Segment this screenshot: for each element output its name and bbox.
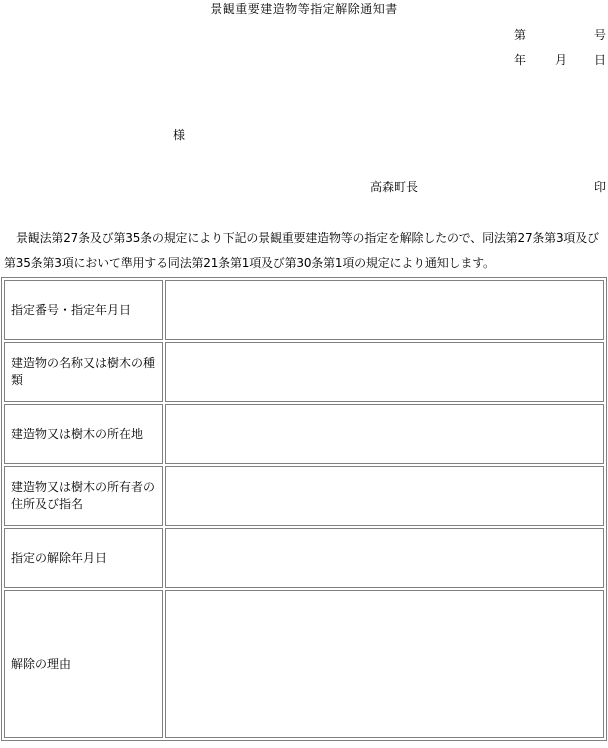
row-label-release-reason: 解除の理由 (4, 590, 163, 738)
date-year-label: 年 (514, 53, 527, 67)
row-value-designation-number[interactable] (165, 280, 604, 340)
issuer-name: 高森町長 (370, 180, 419, 194)
row-value-release-date[interactable] (165, 528, 604, 588)
row-value-release-reason[interactable] (165, 590, 604, 738)
row-label-release-date: 指定の解除年月日 (4, 528, 163, 588)
details-table (1, 277, 607, 741)
table-row (4, 590, 604, 738)
number-prefix: 第 (514, 28, 527, 42)
row-value-location[interactable] (165, 404, 604, 464)
date-month-label: 月 (555, 53, 568, 67)
number-suffix: 号 (594, 28, 607, 42)
row-value-building-name[interactable] (165, 342, 604, 402)
table-row (4, 342, 604, 402)
date-day-label: 日 (594, 53, 607, 67)
seal-mark: 印 (594, 180, 607, 194)
row-label-location: 建造物又は樹木の所在地 (4, 404, 163, 464)
row-label-building-name: 建造物の名称又は樹木の種類 (4, 342, 163, 402)
row-label-designation-number: 指定番号・指定年月日 (4, 280, 163, 340)
table-row (4, 528, 604, 588)
addressee-suffix: 様 (173, 128, 186, 142)
row-label-owner: 建造物又は樹木の所有者の住所及び指名 (4, 466, 163, 526)
table-row (4, 466, 604, 526)
table-row (4, 404, 604, 464)
document-title: 景観重要建造物等指定解除通知書 (210, 2, 398, 16)
notice-body: 景観法第27条及び第35条の規定により下記の景観重要建造物等の指定を解除したので、同法第27条第3項及び第35条第3項において準用する同法第21条第1項及び第30条第1項の規定により通知します。 (4, 231, 599, 270)
table-row (4, 280, 604, 340)
row-value-owner[interactable] (165, 466, 604, 526)
